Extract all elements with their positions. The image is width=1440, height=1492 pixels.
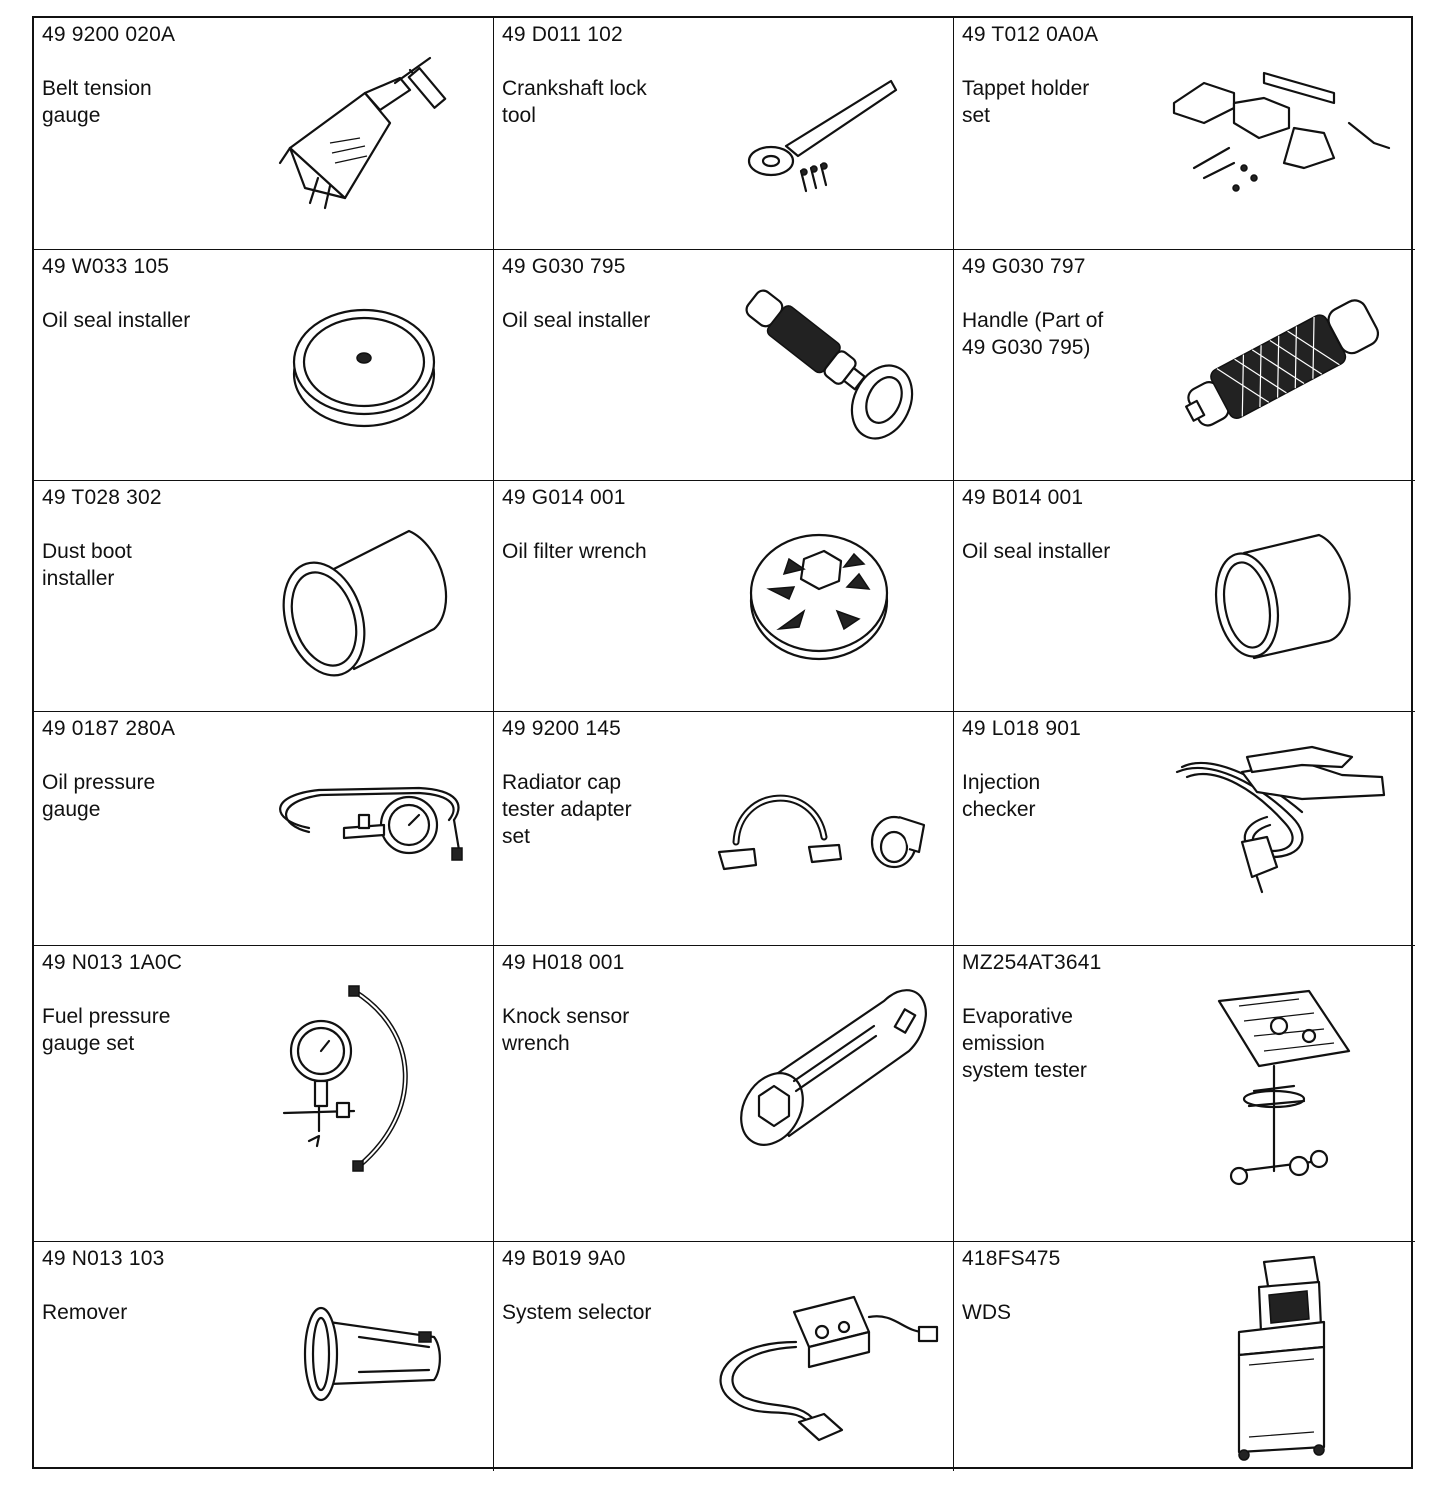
tool-cell: [494, 1242, 954, 1471]
tool-code: 49 G030 795: [502, 255, 626, 278]
oil-seal-installer-cup-icon: [1209, 523, 1359, 663]
system-selector-icon: [704, 1282, 944, 1452]
tool-name: Oil pressure gauge: [42, 771, 156, 821]
tool-name: Belt tension gauge: [42, 77, 152, 127]
tool-cell: [954, 712, 1415, 946]
tool-cell: [34, 946, 494, 1242]
tool-code: 49 D011 102: [502, 23, 623, 46]
tool-name: Oil seal installer: [962, 540, 1111, 563]
tool-cell: [34, 712, 494, 946]
tool-cell: [34, 1242, 494, 1471]
tool-name: Dust boot installer: [42, 540, 132, 590]
oil-seal-installer-disc-icon: [292, 292, 452, 432]
fuel-pressure-gauge-icon: [279, 991, 424, 1191]
tool-code: 49 B019 9A0: [502, 1247, 626, 1270]
tool-code: 49 T028 302: [42, 486, 162, 509]
special-tools-table: [32, 16, 1413, 1469]
knock-sensor-wrench-icon: [734, 991, 919, 1141]
tool-code: 49 L018 901: [962, 717, 1081, 740]
tool-name: Knock sensor wrench: [502, 1005, 630, 1055]
tool-cell: [954, 250, 1415, 481]
tool-code: 49 9200 020A: [42, 23, 176, 46]
tool-code: 49 H018 001: [502, 951, 625, 974]
tool-code: 49 N013 1A0C: [42, 951, 183, 974]
crankshaft-lock-tool-icon: [746, 76, 906, 196]
tool-cell: [34, 250, 494, 481]
tool-cell: [954, 1242, 1415, 1471]
wds-station-icon: [1229, 1257, 1339, 1462]
tool-name: Evaporative emission system tester: [962, 1005, 1087, 1082]
tool-name: System selector: [502, 1301, 652, 1324]
tool-name: Injection checker: [962, 771, 1041, 821]
oil-filter-wrench-icon: [749, 519, 899, 669]
tool-name: Crankshaft lock tool: [502, 77, 647, 127]
tool-cell: [494, 481, 954, 712]
tool-code: 49 0187 280A: [42, 717, 176, 740]
tool-code: 49 B014 001: [962, 486, 1084, 509]
tool-code: 418FS475: [962, 1247, 1061, 1270]
tool-code: 49 G030 797: [962, 255, 1086, 278]
tool-code: 49 N013 103: [42, 1247, 165, 1270]
tool-name: Handle (Part of 49 G030 795): [962, 309, 1104, 359]
injection-checker-icon: [1172, 747, 1397, 897]
tool-name: Oil filter wrench: [502, 540, 647, 563]
tool-cell: [494, 712, 954, 946]
dust-boot-installer-icon: [279, 519, 454, 669]
evap-system-tester-icon: [1219, 991, 1359, 1196]
tool-cell: [954, 946, 1415, 1242]
tool-code: 49 G014 001: [502, 486, 626, 509]
oil-seal-installer-handle-icon: [732, 290, 932, 440]
tool-cell: [34, 18, 494, 250]
tool-name: Oil seal installer: [42, 309, 191, 332]
radiator-cap-adapter-icon: [714, 777, 939, 877]
tool-cell: [494, 18, 954, 250]
tool-cell: [954, 18, 1415, 250]
tool-name: Fuel pressure gauge set: [42, 1005, 171, 1055]
tool-name: Tappet holder set: [962, 77, 1090, 127]
tool-name: Remover: [42, 1301, 128, 1324]
tool-code: 49 T012 0A0A: [962, 23, 1099, 46]
tool-cell: [34, 481, 494, 712]
tool-name: Radiator cap tester adapter set: [502, 771, 632, 848]
tool-name: Oil seal installer: [502, 309, 651, 332]
oil-pressure-gauge-icon: [269, 780, 469, 870]
tappet-holder-set-icon: [1174, 68, 1394, 208]
tool-code: MZ254AT3641: [962, 951, 1102, 974]
tool-name: WDS: [962, 1301, 1011, 1324]
tool-code: 49 W033 105: [42, 255, 170, 278]
tool-cell: [494, 946, 954, 1242]
belt-tension-gauge-icon: [270, 68, 460, 218]
remover-tool-icon: [299, 1302, 449, 1402]
tool-cell: [494, 250, 954, 481]
knurled-handle-icon: [1179, 292, 1394, 437]
tool-cell: [954, 481, 1415, 712]
tool-code: 49 9200 145: [502, 717, 621, 740]
